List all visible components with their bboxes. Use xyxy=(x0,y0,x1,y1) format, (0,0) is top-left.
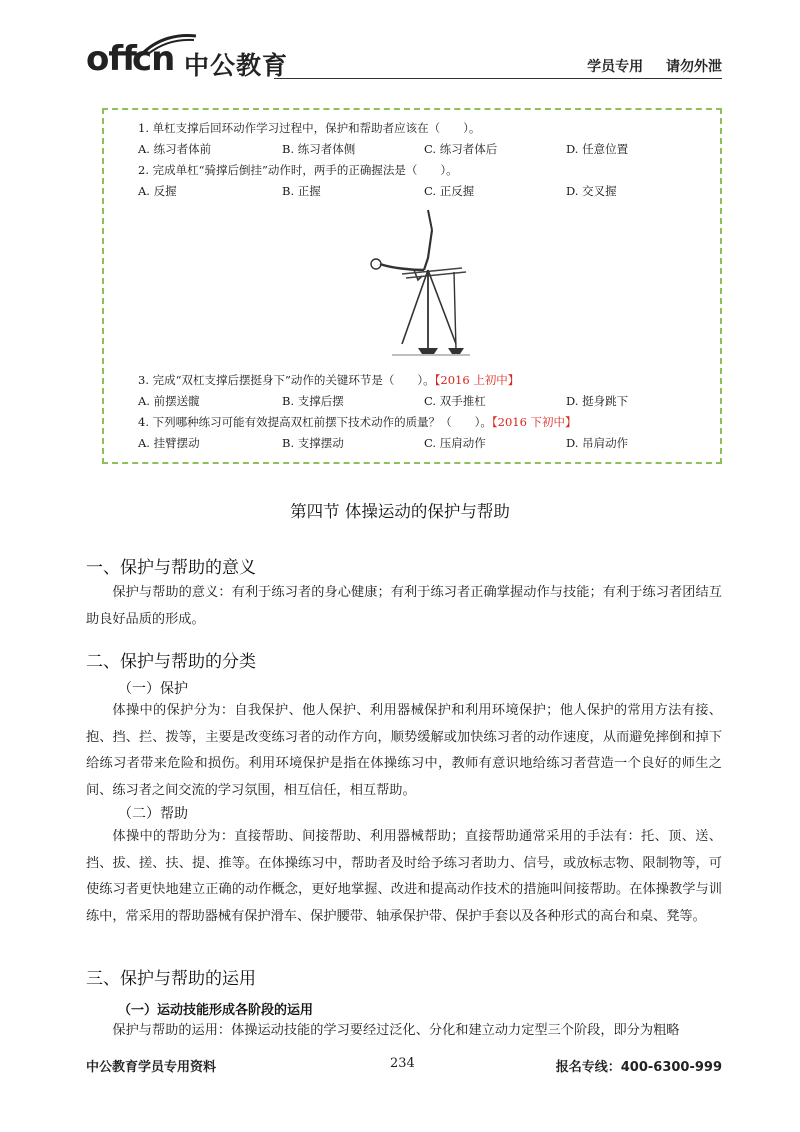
header-tags xyxy=(587,56,722,76)
question-3-option-c: C. 双手推杠 xyxy=(424,394,486,408)
footer-left: 中公教育学员专用资料 xyxy=(86,1060,217,1075)
heading-significance: 一、保护与帮助的意义 xyxy=(86,558,256,578)
subheading-protection: （一）保护 xyxy=(118,681,188,697)
question-4-source-tag: 【2016 下初中】 xyxy=(491,415,577,429)
paragraph-application: 保护与帮助的运用：体操运动技能的学习要经过泛化、分化和建立动力定型三个阶段，即分为粗略 xyxy=(112,1023,680,1038)
question-3-option-b: B. 支撑后摆 xyxy=(282,394,344,408)
question-1-option-c: C. 练习者体后 xyxy=(424,142,498,156)
logo-text-cn: cn xyxy=(132,39,175,79)
question-3-stem xyxy=(138,372,519,388)
exercise-box xyxy=(102,108,722,464)
header-tag-confidential: 请勿外泄 xyxy=(666,59,722,75)
question-2-option-a: A. 反握 xyxy=(138,184,177,198)
question-2-option-b: B. 正握 xyxy=(282,184,321,198)
question-4-stem xyxy=(138,414,577,430)
question-2-stem: 2. 完成单杠“骑撑后倒挂”动作时，两手的正确握法是（ ）。 xyxy=(138,163,458,177)
page-header xyxy=(86,34,722,84)
heading-application: 三、保护与帮助的运用 xyxy=(86,969,256,989)
logo-text-off: off xyxy=(86,39,136,79)
question-2-option-c: C. 正反握 xyxy=(424,184,475,198)
paragraph-assistance: 体操中的帮助分为：直接帮助、间接帮助、利用器械帮助；直接帮助通常采用的手法有：托、顶、送、挡、拔、搓、扶、提、推等。在体操练习中，帮助者及时给予练习者助力、信号，或放标志物、限制物等，可使练习者更快地建立正确的动作概念，更好地掌握、改进和提高动作技术的措施叫间接帮助。在体操教学与训练中，常采用的帮助器械有保护滑车、保护腰带、轴承保护带、保护手套以及各种形式的高台和桌、凳等。 xyxy=(86,829,722,924)
question-4-option-d: D. 吊肩动作 xyxy=(566,436,629,450)
question-3-source-tag: 【2016 上初中】 xyxy=(434,373,520,387)
paragraph-significance: 保护与帮助的意义：有利于练习者的身心健康；有利于练习者正确掌握动作与技能；有利于练习者团结互助良好品质的形成。 xyxy=(86,585,722,627)
header-tag-students-only: 学员专用 xyxy=(587,59,644,75)
page-number: 234 xyxy=(390,1056,415,1071)
question-3-text: 3. 完成“双杠支撑后摆挺身下”动作的关键环节是（ ）。 xyxy=(138,373,435,387)
question-3-option-d: D. 挺身跳下 xyxy=(566,394,629,408)
question-3-option-a: A. 前摆送髋 xyxy=(138,394,200,408)
question-2-option-d: D. 交叉握 xyxy=(566,184,617,198)
header-rule xyxy=(274,78,722,79)
question-4-option-a: A. 挂臂摆动 xyxy=(138,436,200,450)
question-1-stem: 1. 单杠支撑后回环动作学习过程中，保护和帮助者应该在（ ）。 xyxy=(138,121,481,135)
question-1-option-b: B. 练习者体侧 xyxy=(282,142,356,156)
subheading-skill-stages: （一）运动技能形成各阶段的运用 xyxy=(118,1003,314,1018)
question-4-text: 4. 下列哪种练习可能有效提高双杠前摆下技术动作的质量？（ ）。 xyxy=(138,415,492,429)
parallel-bars-gymnast-illustration xyxy=(362,208,472,356)
section-title: 第四节 体操运动的保护与帮助 xyxy=(290,502,510,521)
question-1-option-a: A. 练习者体前 xyxy=(138,142,212,156)
question-4-option-b: B. 支撑摆动 xyxy=(282,436,344,450)
question-1-option-d: D. 任意位置 xyxy=(566,142,629,156)
question-4-option-c: C. 压肩动作 xyxy=(424,436,486,450)
footer-hotline: 报名专线：400-6300-999 xyxy=(555,1060,722,1075)
paragraph-protection: 体操中的保护分为：自我保护、他人保护、利用器械保护和利用环境保护；他人保护的常用方法有接、抱、挡、拦、拨等，主要是改变练习者的动作方向，顺势缓解或加快练习者的动作速度，从而避免摔倒和掉下给练习者带来危险和损伤。利用环境保护是指在体操练习中，教师有意识地给练习者营造一个良好的师生之间、练习者之间交流的学习氛围，相互信任，相互帮助。 xyxy=(86,703,722,798)
heading-classification: 二、保护与帮助的分类 xyxy=(86,652,256,672)
subheading-assistance: （二）帮助 xyxy=(118,806,188,822)
logo-chinese: 中公教育 xyxy=(184,51,289,80)
